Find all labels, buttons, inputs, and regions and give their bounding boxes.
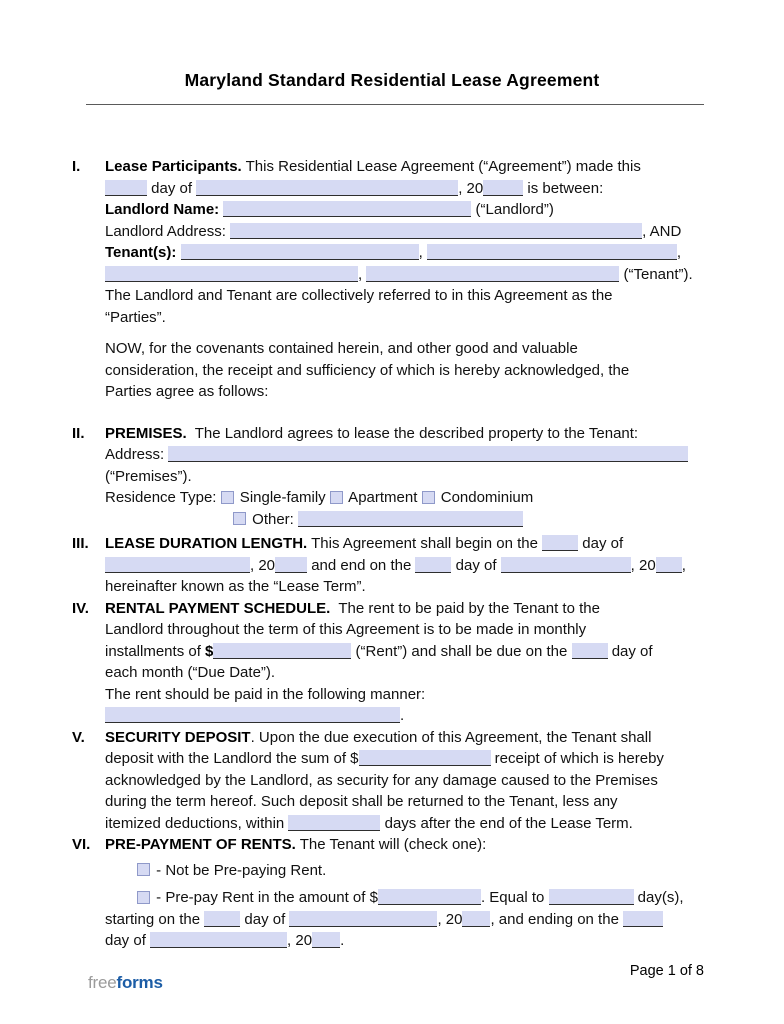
text: The Landlord and Tenant are collectively referred to in this Agreement as the [105, 287, 613, 304]
text-line [105, 598, 706, 620]
page-indicator: Page 1 of 8 [629, 963, 704, 979]
form-blank-field[interactable] [204, 911, 240, 927]
text-line [105, 727, 706, 749]
text: acknowledged by the Landlord, as security for any damage caused to the Premises [105, 771, 658, 789]
form-blank-field[interactable] [213, 643, 351, 659]
form-blank-field[interactable] [289, 911, 437, 927]
text: . [340, 932, 345, 949]
text-line [105, 576, 706, 598]
section-number: V. [72, 728, 85, 746]
text: Other: [248, 510, 299, 528]
form-blank-field[interactable] [288, 815, 380, 831]
section-content [105, 533, 706, 598]
checkbox[interactable] [221, 491, 234, 504]
checkbox[interactable] [233, 512, 246, 525]
text: Address: [105, 446, 169, 463]
text: day(s), [633, 889, 684, 906]
bold-text: SECURITY DEPOSIT [105, 728, 251, 746]
section-prepayment-of-rents [72, 834, 706, 952]
form-blank-field[interactable] [275, 557, 307, 573]
text-line [105, 307, 706, 329]
checkbox[interactable] [422, 491, 435, 504]
form-blank-field[interactable] [223, 201, 471, 217]
checkbox[interactable] [137, 891, 150, 904]
text: This Residential Lease Agreement (“Agreement”) made this [241, 158, 641, 175]
text: consideration, the receipt and sufficiency of which is hereby acknowledged, the [105, 361, 630, 379]
form-blank-field[interactable] [105, 266, 358, 282]
text: , and ending on the [490, 910, 624, 928]
text: , 20 [437, 910, 463, 928]
text-line [105, 487, 706, 509]
form-blank-field[interactable] [312, 932, 340, 948]
text: , [358, 265, 367, 283]
page-footer [88, 963, 704, 993]
text: - Not be Pre-paying Rent. [152, 861, 327, 879]
text: deposit with the Landlord the sum of $ [105, 750, 359, 767]
text-line [105, 641, 706, 663]
form-blank-field[interactable] [415, 557, 451, 573]
form-blank-field[interactable] [105, 557, 250, 573]
text-line [105, 199, 706, 221]
form-blank-field[interactable] [572, 643, 608, 659]
text: Landlord throughout the term of this Agreement is to be made in monthly [105, 621, 587, 638]
text-line [105, 285, 706, 307]
text: , AND [642, 222, 682, 240]
section-lease-duration-length [72, 533, 706, 598]
form-blank-field[interactable] [378, 889, 481, 905]
text: is between: [523, 179, 604, 197]
text: Apartment [344, 489, 422, 506]
text-line [105, 619, 706, 641]
text: (“Rent”) and shall be due on the [351, 642, 572, 660]
text: (“Premises”). [105, 467, 192, 485]
text: Residence Type: [105, 489, 221, 506]
text-line [105, 466, 706, 488]
section-content [105, 156, 706, 328]
text: (“Tenant”). [619, 265, 693, 283]
text-line [105, 770, 706, 792]
text: (“Landlord”) [471, 201, 554, 218]
bold-text: LEASE DURATION LENGTH. [105, 535, 308, 552]
section-content [105, 423, 706, 531]
section-content [105, 727, 706, 835]
form-blank-field[interactable] [483, 180, 523, 196]
text-line [105, 930, 706, 952]
bold-text: Tenant(s): [105, 244, 181, 261]
title-rule [86, 104, 704, 105]
brand-free-text: free [88, 973, 117, 992]
form-blank-field[interactable] [196, 180, 458, 196]
text: , 20 [458, 179, 484, 197]
form-blank-field[interactable] [105, 180, 147, 196]
text: day of [451, 556, 501, 574]
text: . [400, 707, 405, 724]
form-blank-field[interactable] [298, 511, 523, 527]
text: “Parties”. [105, 308, 166, 326]
section-number: I. [72, 158, 81, 175]
text: NOW, for the covenants contained herein, and other good and valuable [105, 340, 578, 357]
page-title: Maryland Standard Residential Lease Agreement [184, 70, 600, 90]
text: , [681, 556, 686, 574]
section-number: II. [72, 424, 85, 442]
text: The Landlord agrees to lease the described property to the Tenant: [186, 424, 639, 442]
text: days after the end of the Lease Term. [380, 814, 633, 832]
section-lease-participants [72, 156, 706, 328]
text: day of [240, 910, 290, 928]
text-line [105, 860, 706, 882]
text-line [105, 791, 706, 813]
form-blank-field[interactable] [542, 535, 578, 551]
text: The rent should be paid in the following manner: [105, 685, 426, 703]
text-line [105, 909, 706, 931]
text-line [105, 684, 706, 706]
text-line [105, 423, 706, 445]
text: . Upon the due execution of this Agreement, the Tenant shall [250, 728, 652, 746]
text-line [105, 360, 706, 382]
text-line [105, 178, 706, 200]
document-header [0, 0, 784, 105]
text: , 20 [630, 556, 656, 574]
text: Landlord Address: [105, 222, 231, 240]
text: - Pre-pay Rent in the amount of $ [152, 889, 378, 906]
text: day of [607, 642, 653, 660]
section-number: III. [72, 535, 89, 552]
section-content [105, 338, 706, 403]
brand-forms-text: forms [116, 973, 163, 992]
text-line [105, 242, 706, 264]
form-blank-field[interactable] [501, 557, 631, 573]
checkbox[interactable] [330, 491, 343, 504]
form-blank-field[interactable] [427, 244, 677, 260]
bold-text: PREMISES. [105, 424, 187, 442]
text-line [105, 662, 706, 684]
bold-text: Lease Participants. [105, 158, 242, 175]
text: Single-family [235, 489, 330, 506]
text: The rent to be paid by the Tenant to the [330, 599, 600, 617]
bold-text: RENTAL PAYMENT SCHEDULE. [105, 599, 331, 617]
text-line [105, 338, 706, 360]
text: . Equal to [480, 889, 549, 906]
text: , [418, 244, 427, 261]
form-blank-field[interactable] [623, 911, 663, 927]
form-blank-field[interactable] [549, 889, 634, 905]
text: This Agreement shall begin on the [307, 535, 543, 552]
text: starting on the [105, 910, 205, 928]
section-rental-payment-schedule [72, 598, 706, 727]
text-line [105, 834, 706, 856]
text-line [105, 555, 706, 577]
form-blank-field[interactable] [462, 911, 490, 927]
text: , 20 [287, 932, 313, 949]
text-line [105, 705, 706, 727]
text: installments of [105, 642, 206, 660]
text: itemized deductions, within [105, 814, 289, 832]
bold-text: Landlord Name: [105, 201, 224, 218]
text-line [105, 813, 706, 835]
section-content [105, 598, 706, 727]
text-line [105, 381, 706, 403]
section-number: VI. [72, 836, 91, 853]
section-premises [72, 423, 706, 531]
text: , 20 [250, 556, 276, 574]
text: The Tenant will (check one): [295, 836, 487, 853]
form-blank-field[interactable] [168, 446, 688, 462]
form-blank-field[interactable] [105, 707, 400, 723]
document-body [0, 156, 784, 952]
text-line [105, 533, 706, 555]
text: day of [147, 179, 197, 197]
section-number: IV. [72, 599, 89, 617]
section-content [105, 834, 706, 952]
form-blank-field[interactable] [366, 266, 619, 282]
text-line [105, 509, 706, 531]
brand-logo [88, 973, 163, 993]
text: day of [578, 535, 624, 552]
text: each month (“Due Date”). [105, 664, 276, 681]
text-line [105, 156, 706, 178]
text-line [105, 748, 706, 770]
text: during the term hereof. Such deposit shall be returned to the Tenant, less any [105, 793, 618, 810]
form-blank-field[interactable] [150, 932, 287, 948]
text: Condominium [436, 489, 534, 506]
text: day of [105, 932, 151, 949]
text-line [105, 887, 706, 909]
text: Parties agree as follows: [105, 383, 269, 400]
bold-text: PRE-PAYMENT OF RENTS. [105, 836, 296, 853]
section-security-deposit [72, 727, 706, 835]
bold-text: $ [205, 642, 214, 660]
form-blank-field[interactable] [359, 750, 491, 766]
text: receipt of which is hereby [490, 750, 664, 767]
checkbox[interactable] [137, 863, 150, 876]
text-line [105, 221, 706, 243]
section-number [72, 338, 105, 403]
text-line [105, 444, 706, 466]
paragraph-now-covenants [72, 338, 706, 403]
text: hereinafter known as the “Lease Term”. [105, 578, 366, 595]
form-blank-field[interactable] [230, 223, 642, 239]
text: and end on the [307, 556, 416, 574]
form-blank-field[interactable] [656, 557, 682, 573]
text-line [105, 264, 706, 286]
text: , [676, 244, 682, 261]
form-blank-field[interactable] [181, 244, 419, 260]
